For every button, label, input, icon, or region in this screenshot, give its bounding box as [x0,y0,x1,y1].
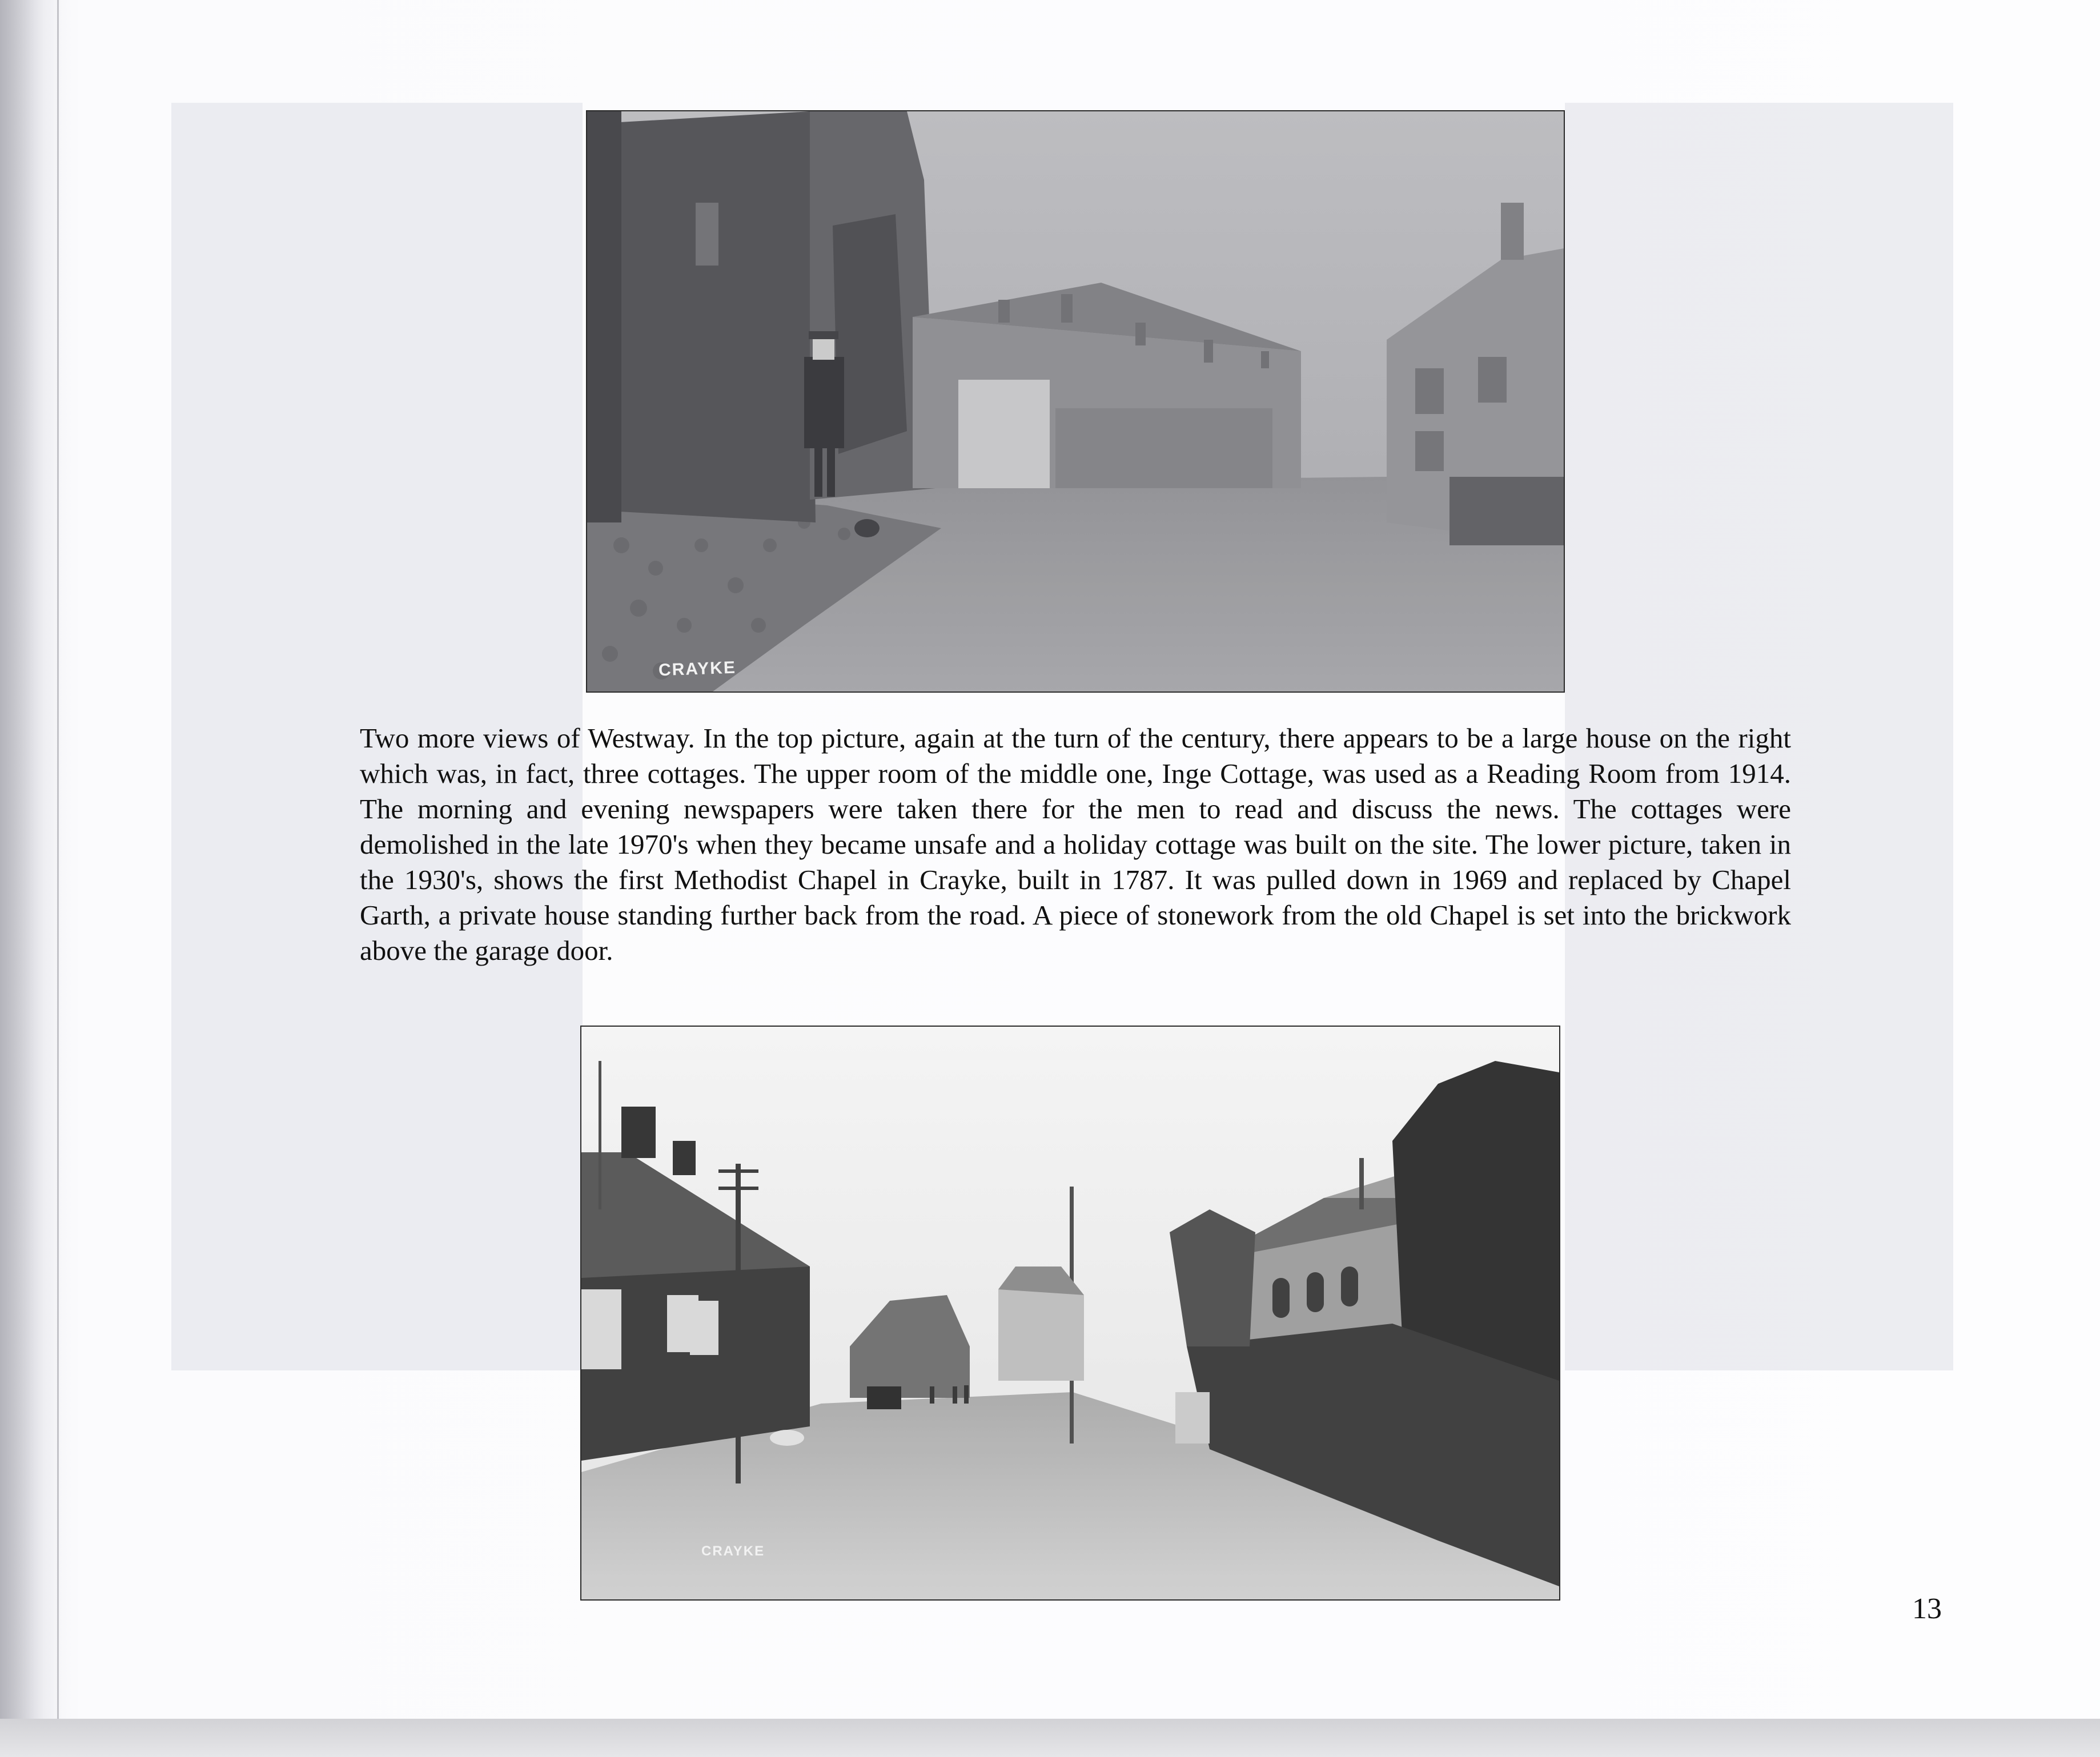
top-photo-image [587,111,1564,691]
body-text: Two more views of Westway. In the top picture, again at the turn of the century, there appears to be a large house on the right which was, in fact, three cottages. The upper room of the middle one, Inge Cottage, was used as a Reading Room from 1914. The morning and evening newspapers were taken there for the men to read and discuss the news. The cottages were demolished in the late 1970's when they became unsafe and a holiday cottage was built on the site. The lower picture, taken in the 1930's, shows the first Methodist Chapel in Crayke, built in 1787. It was pulled down in 1969 and replaced by Chapel Garth, a private house standing further back from the road. A piece of stonework from the old Chapel is set into the brickwork above the garage door. [360,722,1791,966]
bottom-photo-image [581,1027,1559,1599]
bottom-photo-caption: CRAYKE [701,1543,765,1559]
spine-fold [57,0,59,1719]
bottom-photo [580,1026,1560,1601]
top-photo-caption: CRAYKE [658,658,737,680]
spine-shadow [0,0,63,1719]
page-number: 13 [1912,1593,1942,1625]
page-bottom-edge [0,1719,2100,1757]
top-photo [586,110,1565,693]
